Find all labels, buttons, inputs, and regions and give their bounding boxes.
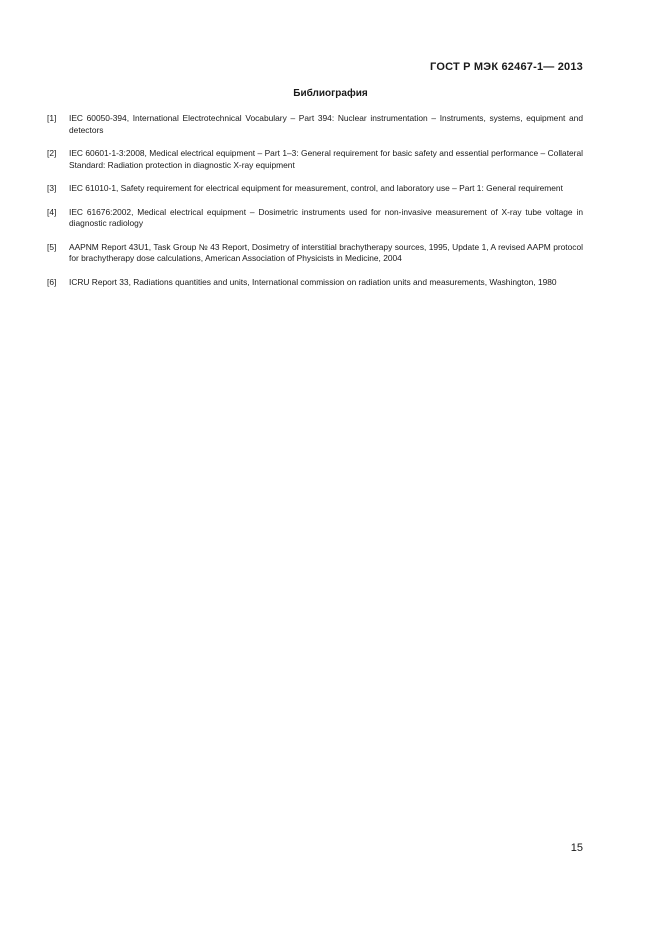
entry-text: ICRU Report 33, Radiations quantities and units, International commission on radiation units and measurements, Washington, 1980 bbox=[69, 276, 557, 287]
bibliography-entry bbox=[47, 148, 583, 171]
entry-text: IEC 60050-394, International Electrotechnical Vocabulary – Part 394: Nuclear instrumentation – Instruments, systems, equipment and detectors bbox=[69, 113, 583, 135]
entry-number: [3] bbox=[47, 183, 57, 193]
entry-number: [2] bbox=[47, 148, 57, 158]
bibliography-entry bbox=[47, 113, 583, 136]
entry-number: [6] bbox=[47, 276, 57, 287]
entry-number: [5] bbox=[47, 241, 57, 252]
entry-number: [4] bbox=[47, 206, 57, 217]
entry-number: [1] bbox=[47, 113, 57, 123]
page-number: 15 bbox=[570, 842, 583, 854]
bibliography-title: Библиография bbox=[293, 88, 368, 99]
entry-text: IEC 61010-1, Safety requirement for electrical equipment for measurement, control, and laboratory use – Part 1: General requirement bbox=[69, 183, 563, 193]
entry-text: IEC 61676:2002, Medical electrical equipment – Dosimetric instruments used for non-invasive measurement of X-ray tube voltage in diagnostic radiology bbox=[69, 206, 583, 228]
bibliography-list bbox=[47, 113, 583, 300]
entry-text: AAPNM Report 43U1, Task Group № 43 Report, Dosimetry of interstitial brachytherapy sources, 1995, Update 1, A revised AAPM protocol for brachytherapy dose calculations, American Association of Physicists in Medicine, 2004 bbox=[69, 241, 583, 263]
document-standard-id: ГОСТ Р МЭК 62467-1— 2013 bbox=[430, 61, 583, 73]
bibliography-entry bbox=[47, 277, 583, 289]
entry-text: IEC 60601-1-3:2008, Medical electrical equipment – Part 1–3: General requirement for basic safety and essential performance – Collateral Standard: Radiation protection in diagnostic X-ray equipment bbox=[69, 148, 583, 170]
bibliography-entry bbox=[47, 242, 583, 265]
bibliography-entry bbox=[47, 183, 583, 195]
bibliography-entry bbox=[47, 207, 583, 230]
